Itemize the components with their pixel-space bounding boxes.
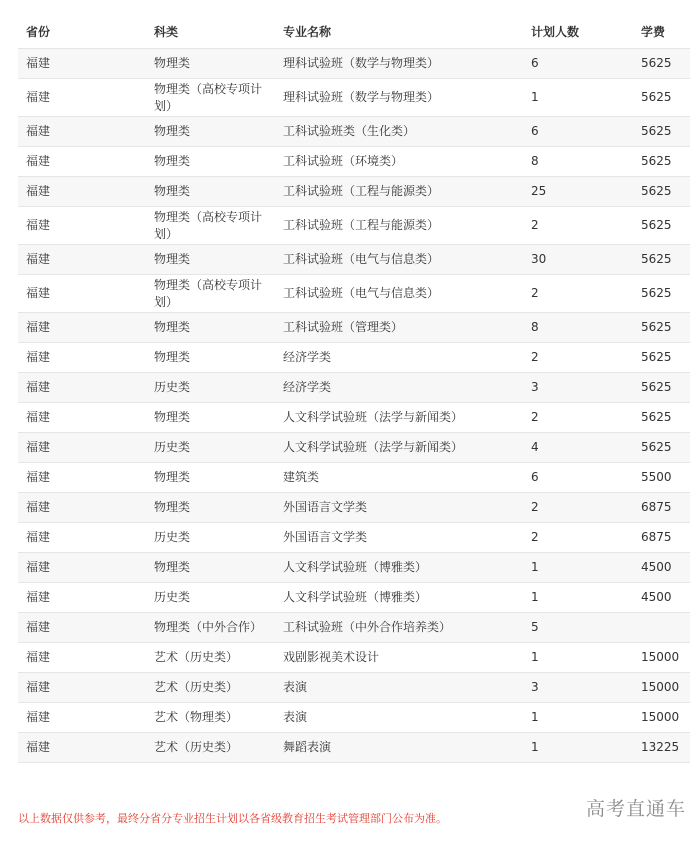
- cell-subject-category: 物理类: [146, 117, 275, 147]
- cell-major-name: 表演: [275, 673, 523, 703]
- cell-province: 福建: [18, 673, 146, 703]
- cell-plan-count: 1: [523, 79, 633, 117]
- cell-subject-category: 物理类: [146, 403, 275, 433]
- cell-subject-category: 历史类: [146, 583, 275, 613]
- cell-province: 福建: [18, 79, 146, 117]
- table-row: [18, 245, 690, 275]
- cell-major-name: 工科试验班类（生化类）: [275, 117, 523, 147]
- cell-province: 福建: [18, 553, 146, 583]
- enrollment-plan-table: [18, 14, 690, 763]
- cell-plan-count: 1: [523, 553, 633, 583]
- cell-tuition: 4500: [633, 583, 690, 613]
- cell-subject-category: 艺术（历史类）: [146, 673, 275, 703]
- cell-tuition: 13225: [633, 733, 690, 763]
- cell-major-name: 理科试验班（数学与物理类）: [275, 79, 523, 117]
- cell-province: 福建: [18, 643, 146, 673]
- header-row: [18, 14, 690, 49]
- cell-plan-count: 2: [523, 207, 633, 245]
- cell-subject-category: 艺术（物理类）: [146, 703, 275, 733]
- cell-province: 福建: [18, 703, 146, 733]
- cell-tuition: 5625: [633, 177, 690, 207]
- cell-province: 福建: [18, 177, 146, 207]
- cell-subject-category: 物理类（高校专项计划）: [146, 275, 275, 313]
- cell-major-name: 舞蹈表演: [275, 733, 523, 763]
- cell-plan-count: 2: [523, 493, 633, 523]
- cell-tuition: [633, 613, 690, 643]
- cell-province: 福建: [18, 49, 146, 79]
- cell-tuition: 5625: [633, 49, 690, 79]
- table-row: [18, 403, 690, 433]
- cell-tuition: 15000: [633, 703, 690, 733]
- cell-plan-count: 25: [523, 177, 633, 207]
- table-row: [18, 643, 690, 673]
- header-tuition: 学费: [633, 14, 690, 49]
- cell-subject-category: 物理类: [146, 493, 275, 523]
- cell-province: 福建: [18, 207, 146, 245]
- cell-province: 福建: [18, 373, 146, 403]
- header-major-name: 专业名称: [275, 14, 523, 49]
- cell-subject-category: 物理类: [146, 245, 275, 275]
- cell-province: 福建: [18, 147, 146, 177]
- cell-plan-count: 5: [523, 613, 633, 643]
- cell-province: 福建: [18, 733, 146, 763]
- cell-tuition: 5625: [633, 403, 690, 433]
- table-row: [18, 275, 690, 313]
- cell-tuition: 5625: [633, 117, 690, 147]
- table-row: [18, 463, 690, 493]
- cell-province: 福建: [18, 313, 146, 343]
- cell-plan-count: 2: [523, 523, 633, 553]
- cell-tuition: 5625: [633, 373, 690, 403]
- cell-subject-category: 物理类: [146, 177, 275, 207]
- cell-major-name: 工科试验班（工程与能源类）: [275, 207, 523, 245]
- watermark-text: 高考直通车: [585, 798, 686, 820]
- cell-plan-count: 30: [523, 245, 633, 275]
- cell-province: 福建: [18, 463, 146, 493]
- table-row: [18, 553, 690, 583]
- cell-major-name: 工科试验班（工程与能源类）: [275, 177, 523, 207]
- cell-province: 福建: [18, 523, 146, 553]
- cell-province: 福建: [18, 403, 146, 433]
- cell-plan-count: 1: [523, 643, 633, 673]
- cell-subject-category: 艺术（历史类）: [146, 643, 275, 673]
- cell-plan-count: 3: [523, 673, 633, 703]
- cell-tuition: 15000: [633, 643, 690, 673]
- cell-major-name: 经济学类: [275, 373, 523, 403]
- table-row: [18, 673, 690, 703]
- cell-tuition: 5625: [633, 433, 690, 463]
- table-row: [18, 49, 690, 79]
- cell-subject-category: 物理类（中外合作）: [146, 613, 275, 643]
- cell-tuition: 6875: [633, 523, 690, 553]
- cell-plan-count: 3: [523, 373, 633, 403]
- table-body: [18, 49, 690, 763]
- cell-plan-count: 2: [523, 343, 633, 373]
- cell-major-name: 工科试验班（管理类）: [275, 313, 523, 343]
- cell-subject-category: 物理类（高校专项计划）: [146, 79, 275, 117]
- cell-province: 福建: [18, 613, 146, 643]
- cell-subject-category: 历史类: [146, 523, 275, 553]
- cell-plan-count: 2: [523, 403, 633, 433]
- cell-plan-count: 6: [523, 117, 633, 147]
- cell-major-name: 工科试验班（环境类）: [275, 147, 523, 177]
- cell-major-name: 经济学类: [275, 343, 523, 373]
- header-plan-count: 计划人数: [523, 14, 633, 49]
- cell-plan-count: 2: [523, 275, 633, 313]
- table-row: [18, 613, 690, 643]
- cell-province: 福建: [18, 275, 146, 313]
- cell-tuition: 5625: [633, 313, 690, 343]
- cell-tuition: 5500: [633, 463, 690, 493]
- cell-province: 福建: [18, 343, 146, 373]
- cell-tuition: 5625: [633, 275, 690, 313]
- table-row: [18, 733, 690, 763]
- cell-major-name: 工科试验班（电气与信息类）: [275, 275, 523, 313]
- footnote: 以上数据仅供参考，最终分省分专业招生计划以各省级教育招生考试管理部门公布为准。: [18, 812, 447, 825]
- table-row: [18, 523, 690, 553]
- table-row: [18, 207, 690, 245]
- cell-tuition: 5625: [633, 245, 690, 275]
- table-row: [18, 493, 690, 523]
- cell-province: 福建: [18, 117, 146, 147]
- cell-major-name: 外国语言文学类: [275, 523, 523, 553]
- table-row: [18, 147, 690, 177]
- cell-major-name: 人文科学试验班（法学与新闻类）: [275, 403, 523, 433]
- cell-plan-count: 1: [523, 733, 633, 763]
- cell-subject-category: 艺术（历史类）: [146, 733, 275, 763]
- cell-major-name: 工科试验班（电气与信息类）: [275, 245, 523, 275]
- cell-subject-category: 物理类: [146, 49, 275, 79]
- table-row: [18, 433, 690, 463]
- cell-major-name: 戏剧影视美术设计: [275, 643, 523, 673]
- cell-subject-category: 物理类: [146, 463, 275, 493]
- cell-plan-count: 1: [523, 583, 633, 613]
- cell-major-name: 表演: [275, 703, 523, 733]
- cell-major-name: 人文科学试验班（博雅类）: [275, 553, 523, 583]
- cell-subject-category: 历史类: [146, 373, 275, 403]
- cell-plan-count: 4: [523, 433, 633, 463]
- cell-major-name: 理科试验班（数学与物理类）: [275, 49, 523, 79]
- cell-province: 福建: [18, 493, 146, 523]
- cell-tuition: 5625: [633, 79, 690, 117]
- cell-subject-category: 物理类: [146, 313, 275, 343]
- table-row: [18, 177, 690, 207]
- cell-major-name: 人文科学试验班（法学与新闻类）: [275, 433, 523, 463]
- cell-plan-count: 6: [523, 49, 633, 79]
- cell-major-name: 人文科学试验班（博雅类）: [275, 583, 523, 613]
- cell-major-name: 建筑类: [275, 463, 523, 493]
- table-row: [18, 313, 690, 343]
- cell-tuition: 4500: [633, 553, 690, 583]
- header-subject-category: 科类: [146, 14, 275, 49]
- table-row: [18, 117, 690, 147]
- cell-province: 福建: [18, 433, 146, 463]
- table-row: [18, 343, 690, 373]
- table-row: [18, 373, 690, 403]
- cell-subject-category: 物理类: [146, 147, 275, 177]
- cell-major-name: 工科试验班（中外合作培养类）: [275, 613, 523, 643]
- cell-tuition: 15000: [633, 673, 690, 703]
- table-row: [18, 583, 690, 613]
- cell-plan-count: 8: [523, 313, 633, 343]
- cell-plan-count: 8: [523, 147, 633, 177]
- cell-province: 福建: [18, 583, 146, 613]
- cell-subject-category: 物理类: [146, 343, 275, 373]
- table-row: [18, 79, 690, 117]
- cell-subject-category: 物理类（高校专项计划）: [146, 207, 275, 245]
- header-province: 省份: [18, 14, 146, 49]
- table-header: [18, 14, 690, 49]
- cell-tuition: 6875: [633, 493, 690, 523]
- cell-province: 福建: [18, 245, 146, 275]
- cell-plan-count: 6: [523, 463, 633, 493]
- cell-tuition: 5625: [633, 207, 690, 245]
- cell-tuition: 5625: [633, 147, 690, 177]
- cell-plan-count: 1: [523, 703, 633, 733]
- cell-tuition: 5625: [633, 343, 690, 373]
- cell-subject-category: 物理类: [146, 553, 275, 583]
- cell-major-name: 外国语言文学类: [275, 493, 523, 523]
- cell-subject-category: 历史类: [146, 433, 275, 463]
- table-row: [18, 703, 690, 733]
